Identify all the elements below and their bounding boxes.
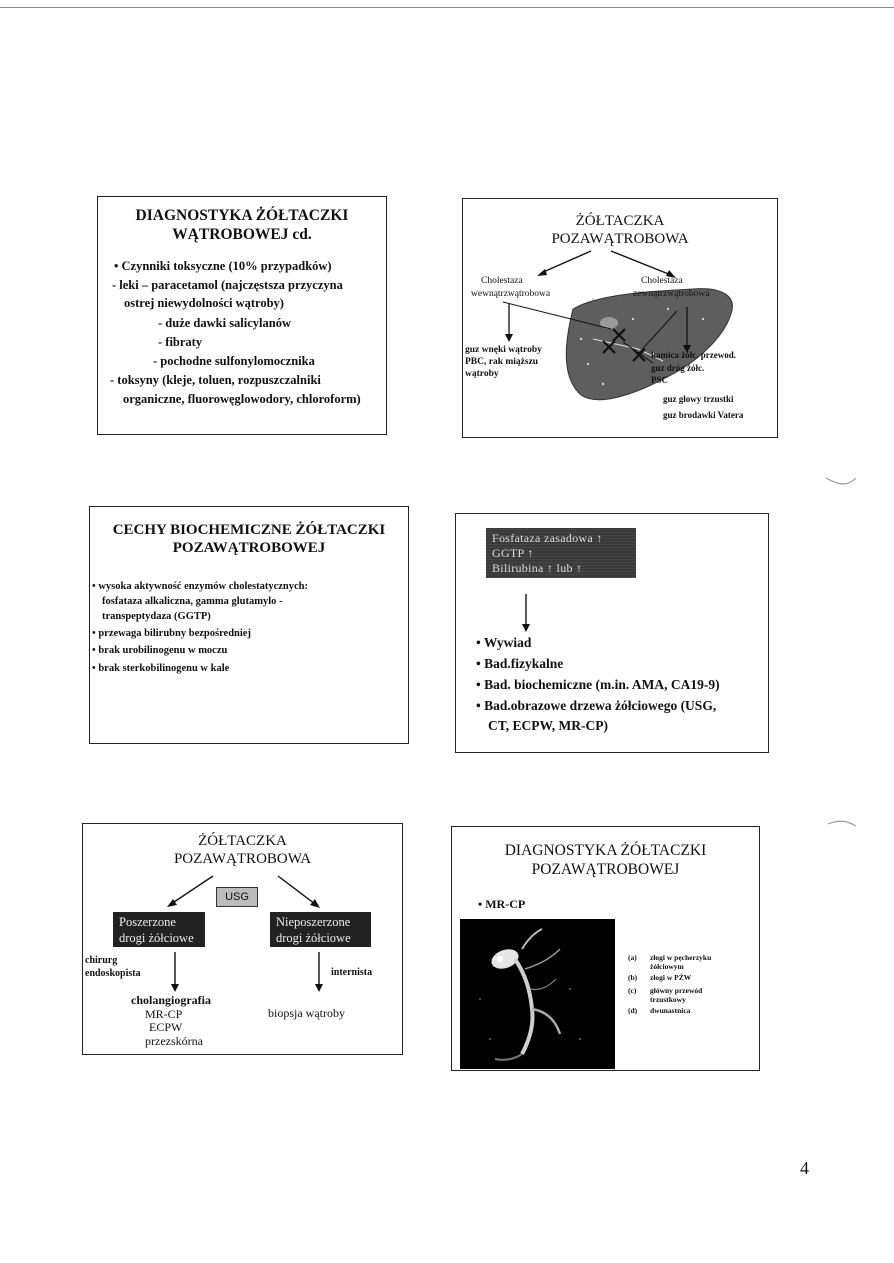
right-cholestaza-sub: zewnątrzwątrobowa xyxy=(633,289,710,299)
surgeon-label: chirurg endoskopista xyxy=(85,955,141,979)
lab-results-box: Fosfataza zasadowa ↑ GGTP ↑ Bilirubina ↑ lub ↑ xyxy=(486,528,636,578)
usg-badge: USG xyxy=(216,887,258,907)
slide3-bullet: • przewaga bilirubny bezpośredniej xyxy=(92,628,251,639)
slide1-line: - toksyny (kleje, toluen, rozpuszczalniki xyxy=(110,373,321,387)
non-dilated-ducts-box: Nieposzerzone drogi żółciowe xyxy=(270,912,371,947)
page-number: 4 xyxy=(800,1158,809,1178)
slide1-line: - pochodne sulfonylomocznika xyxy=(153,354,315,368)
slide1-line: organiczne, fluorowęglowodory, chloroform) xyxy=(123,392,361,406)
right-causes: kamica żółc. przewod. guz dróg żółc. PSC xyxy=(651,350,736,385)
slide4-bullet: • Wywiad xyxy=(476,635,532,650)
left-cholestaza-label: Cholestaza xyxy=(481,276,523,286)
right-cholestaza-label: Cholestaza xyxy=(641,276,683,286)
slide1-title: DIAGNOSTYKA ŻÓŁTACZKI WĄTROBOWEJ cd. xyxy=(135,207,349,243)
internist-label: internista xyxy=(331,967,373,978)
slide1-line: ostrej niewydolności wątroby) xyxy=(124,296,284,310)
slide1-line: - leki – paracetamol (najczęstsza przyczyna xyxy=(112,278,343,292)
slide5-title: ŻÓŁTACZKA POZAWĄTROBOWA xyxy=(173,833,312,867)
slide4-bullet: • Bad.fizykalne xyxy=(476,656,564,671)
left-causes: guz wnęki wątroby PBC, rak miąższu wątroby xyxy=(465,345,542,379)
slide4-bullet: • Bad.obrazowe drzewa żółciowego (USG, xyxy=(476,698,717,713)
slide4-bullet-cont: CT, ECPW, MR-CP) xyxy=(488,718,608,733)
slide-mrcp: DIAGNOSTYKA ŻÓŁTACZKI POZAWĄTROBOWEJ • MR-CP (a) złogi w pęcherzyku żółciowym (b) złogi w PŻW (c) główny przewód trzustkowy (d) dwunastnica xyxy=(451,826,760,1071)
right-causes-extra: guz głowy trzustki guz brodawki Vatera xyxy=(663,394,744,420)
slide1-line: • Czynniki toksyczne (10% przypadków) xyxy=(114,259,332,273)
slide6-title: DIAGNOSTYKA ŻÓŁTACZKI POZAWĄTROBOWEJ xyxy=(504,842,707,878)
dilated-ducts-box: Poszerzone drogi żółciowe xyxy=(113,912,205,947)
slide3-bullet: • wysoka aktywność enzymów cholestatycznych: xyxy=(92,581,309,592)
biopsy-label: biopsja wątroby xyxy=(268,1006,345,1020)
slide1-line: - duże dawki salicylanów xyxy=(158,316,292,330)
slide3-bullet: • brak sterkobilinogenu w kale xyxy=(92,663,230,674)
slide4-bullet: • Bad. biochemiczne (m.in. AMA, CA19-9) xyxy=(476,677,720,692)
slide3-bullet-cont: transpeptydaza (GGTP) xyxy=(102,611,211,622)
left-cholestaza-sub: wewnątrzwątrobowa xyxy=(471,289,551,299)
procedures-list: cholangiografia MR-CP ECPW przezskórna xyxy=(131,993,211,1048)
slide3-bullet-cont: fosfataza alkaliczna, gamma glutamylo - xyxy=(102,596,283,607)
slide3-bullet: • brak urobilinogenu w moczu xyxy=(92,645,228,656)
mrcp-bullet: • MR-CP xyxy=(478,897,526,911)
slide3-title: CECHY BIOCHEMICZNE ŻÓŁTACZKI POZAWĄTROBOWEJ xyxy=(112,522,386,556)
slide2-title: ŻÓŁTACZKA POZAWĄTROBOWA xyxy=(551,213,689,247)
slide1-line: - fibraty xyxy=(158,335,203,349)
